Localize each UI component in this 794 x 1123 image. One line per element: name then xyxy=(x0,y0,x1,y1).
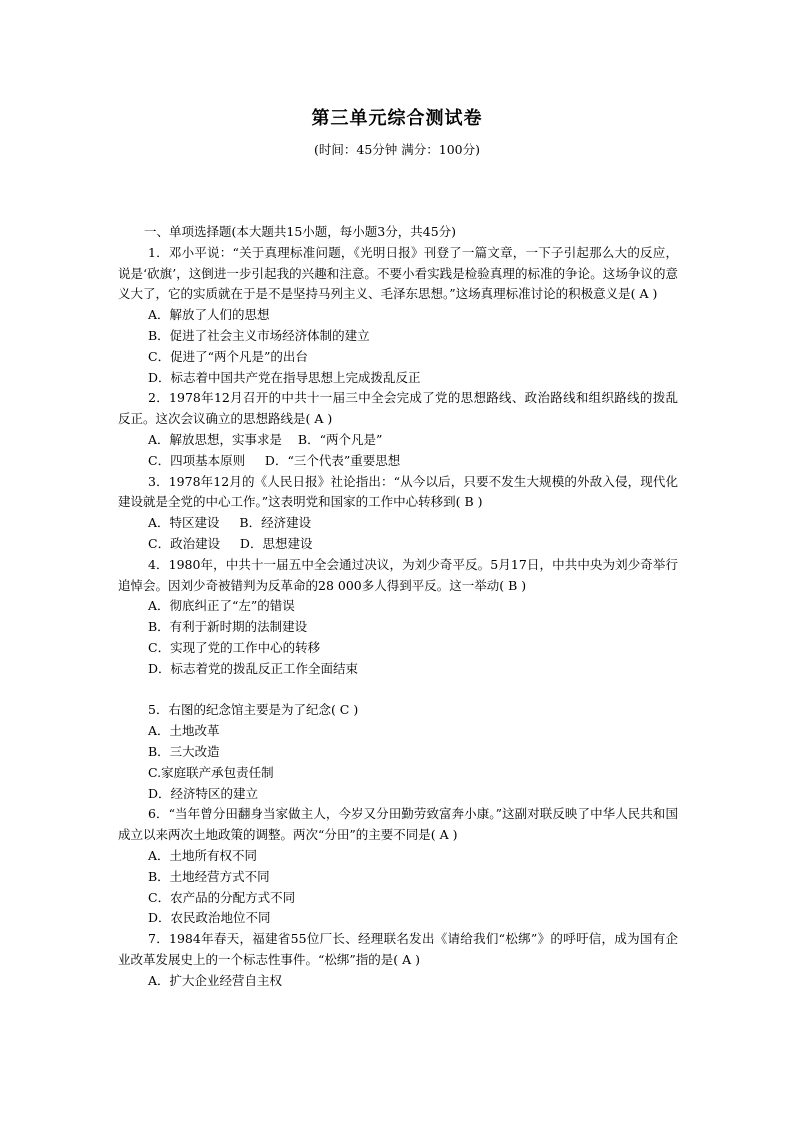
answer-option: C．实现了党的工作中心的转移 xyxy=(148,639,321,655)
answer-option: A．解放了人们的思想 xyxy=(148,307,270,323)
answer-option: D．标志着党的拨乱反正工作全面结束 xyxy=(148,660,359,676)
question-stem: 6．“当年曾分田翻身当家做主人，今岁又分田勤劳致富奔小康。”这副对联反映了中华人民共和国成立以来两次土地政策的调整。两次“分田”的主要不同是( A ) xyxy=(118,806,678,843)
question-stem: 7．1984年春天，福建省55位厂长、经理联名发出《请给我们“松绑”》的呼吁信，成为国有企业改革发展史上的一个标志性事件。“松绑”指的是( A ) xyxy=(118,931,678,967)
answer-option: B．三大改造 xyxy=(148,743,220,759)
page-title: 第三单元综合测试卷 xyxy=(311,108,483,129)
question-stem: 2．1978年12月召开的中共十一届三中全会完成了党的思想路线、政治路线和组织路线的拨乱反正。这次会议确立的思想路线是( A ) xyxy=(118,390,678,427)
exam-info: (时间：45分钟 满分：100分) xyxy=(314,142,480,157)
answer-option: A．扩大企业经营自主权 xyxy=(148,972,283,988)
answer-option: A．彻底纠正了“左”的错误 xyxy=(148,598,295,614)
answer-option: A．解放思想，实事求是 B．“两个凡是” xyxy=(148,431,383,447)
answer-option: C．农产品的分配方式不同 xyxy=(148,889,296,905)
question-stem: 4．1980年，中共十一届五中全会通过决议，为刘少奇平反。5月17日，中共中央为刘少奇举行追悼会。因刘少奇被错判为反革命的28 000多人得到平反。这一举动( B ) xyxy=(118,556,678,593)
answer-option: C．促进了“两个凡是”的出台 xyxy=(148,348,308,364)
answer-option: A．土地所有权不同 xyxy=(148,847,258,863)
section-heading: 一、单项选择题(本大题共15小题，每小题3分，共45分) xyxy=(144,224,457,239)
question-stem: 3．1978年12月的《人民日报》社论指出：“从今以后，只要不发生大规模的外敌入侵，现代化建设就是全党的中心工作。”这表明党和国家的工作中心转移到( B ) xyxy=(118,473,678,510)
question-list xyxy=(118,222,678,991)
answer-option: B．促进了社会主义市场经济体制的建立 xyxy=(148,327,370,343)
answer-option: A．特区建设 B．经济建设 xyxy=(148,515,312,531)
answer-option: A．土地改革 xyxy=(148,723,220,739)
answer-option: C．四项基本原则 D．“三个代表”重要思想 xyxy=(148,452,401,468)
question-stem: 5．右图的纪念馆主要是为了纪念( C ) xyxy=(148,702,359,718)
answer-option: D．标志着中国共产党在指导思想上完成拨乱反正 xyxy=(148,369,421,385)
spacer xyxy=(118,680,678,701)
answer-option: B．有利于新时期的法制建设 xyxy=(148,619,308,635)
answer-option: D．经济特区的建立 xyxy=(148,785,259,801)
question-stem: 1．邓小平说：“关于真理标准问题，《光明日报》刊登了一篇文章，一下子引起那么大的反应，说是‘砍旗’，这倒进一步引起我的兴趣和注意。不要小看实践是检验真理的标准的争论。这场争议的意义大了，它的实质就在于是不是坚持马列主义、毛泽东思想。”这场真理标准讨论的积极意义是( A ) xyxy=(118,244,678,302)
answer-option: B．土地经营方式不同 xyxy=(148,868,270,884)
answer-option: C.家庭联产承包责任制 xyxy=(148,764,274,780)
answer-option: C．政治建设 D．思想建设 xyxy=(148,535,313,551)
answer-option: D．农民政治地位不同 xyxy=(148,910,271,926)
